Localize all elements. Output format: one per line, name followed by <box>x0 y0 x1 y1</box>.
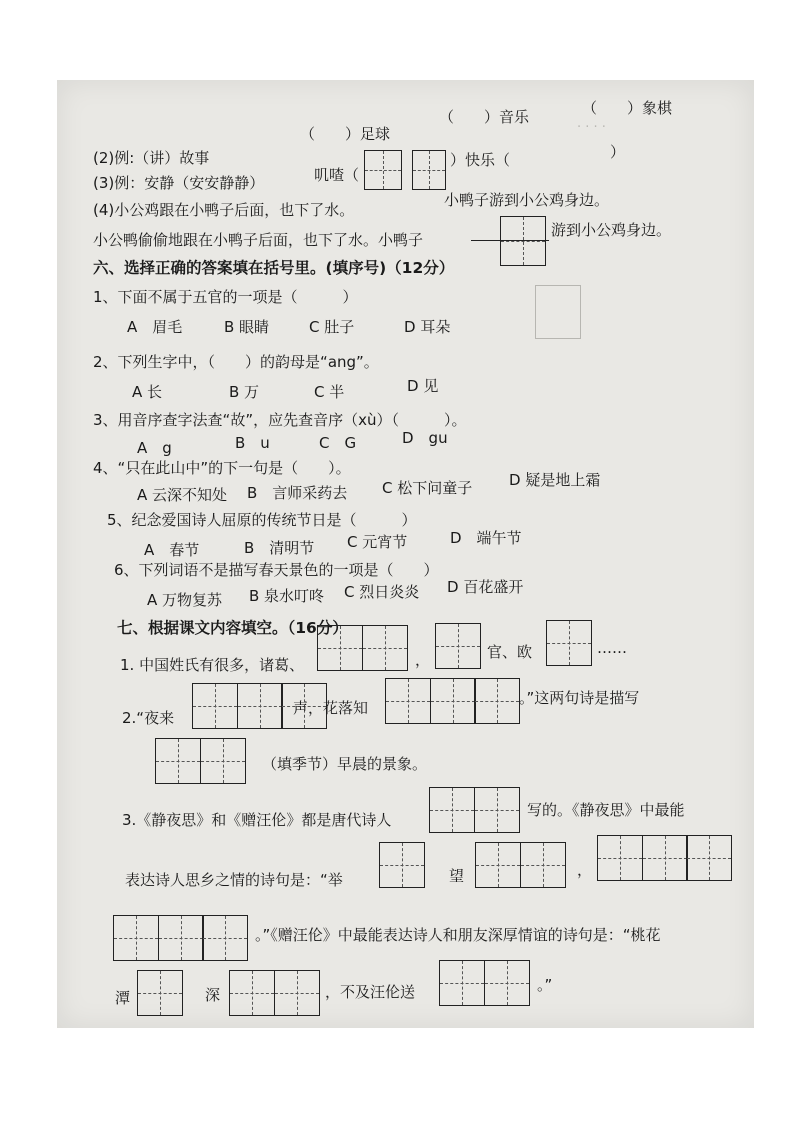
q5-4-line2-right: 游到小公鸡身边。 <box>551 221 672 239</box>
s6-q1-opt-b: B 眼睛 <box>224 318 270 336</box>
s7-q2-box-5[interactable] <box>430 678 476 724</box>
s6-q1-opt-a: A 眉毛 <box>127 318 183 336</box>
s6-q2-opt-a: A 长 <box>132 383 163 401</box>
s7-q3-box-1[interactable] <box>429 787 475 833</box>
s6-q6-opt-c: C 烈日炎炎 <box>344 583 420 601</box>
s7-q3-text-g: 潭 <box>115 989 131 1007</box>
s7-q2-text-c: 。”这两句诗是描写 <box>519 689 640 707</box>
s7-q3-box-group-3[interactable] <box>475 842 566 888</box>
q5-2-blank-happy: ）快乐（ <box>450 151 511 169</box>
top-blank-chess: （ ）象棋 <box>582 99 673 117</box>
s6-q2-opt-b: B 万 <box>229 383 260 401</box>
s6-q3-opt-a: A g <box>137 439 172 457</box>
s7-q1-box-2[interactable] <box>362 625 408 671</box>
s7-q3-box-12[interactable] <box>137 970 183 1016</box>
q5-3-word: 叽喳（ <box>314 166 360 184</box>
s7-q2-text-d: （填季节）早晨的景象。 <box>262 755 428 773</box>
s6-q1-opt-c: C 肚子 <box>309 318 355 336</box>
s7-q3-text-j: 。” <box>537 976 553 994</box>
bleed-box <box>535 285 581 339</box>
s7-q3-text-i: ，不及汪伦送 <box>325 983 416 1001</box>
s7-q3-box-15[interactable] <box>439 960 485 1006</box>
q5-2-label: (2)例:（讲）故事 <box>93 149 210 167</box>
s6-q5-opt-a: A 春节 <box>144 541 200 559</box>
s6-q5-opt-b: B 清明节 <box>244 539 315 557</box>
q5-4-line1: (4)小公鸡跟在小鸭子后面，也下了水。 <box>93 201 355 219</box>
s7-q2-box-1[interactable] <box>192 683 238 729</box>
s7-q3-box-group-8[interactable] <box>439 960 530 1006</box>
s7-q1-box-group-3[interactable] <box>546 620 592 666</box>
s7-q3-box-14[interactable] <box>274 970 320 1016</box>
s6-q3-stem: 3、用音序查字法查“故”，应先查音序（xù）（ ）。 <box>93 411 467 429</box>
s7-q1-box-group-2[interactable] <box>435 623 481 669</box>
section7-heading: 七、根据课文内容填空。（16分） <box>117 619 348 637</box>
s6-q4-opt-b: B 言师采药去 <box>247 484 348 502</box>
s6-q6-opt-a: A 万物复苏 <box>147 591 223 609</box>
s7-q3-box-group-5[interactable] <box>113 915 248 961</box>
s7-q3-box-3[interactable] <box>379 842 425 888</box>
s7-q2-box-group-2[interactable] <box>385 678 520 724</box>
s7-q3-text-a: 3.《静夜思》和《赠汪伦》都是唐代诗人 <box>122 811 392 829</box>
q5-4-box[interactable] <box>500 216 546 266</box>
q5-4-line2: 小公鸭偷偷地跟在小鸭子后面，也下了水。小鸭子 <box>93 231 424 249</box>
s6-q1-opt-d: D 耳朵 <box>404 318 451 336</box>
s7-q3-box-group-7[interactable] <box>229 970 320 1016</box>
s6-q5-opt-c: C 元宵节 <box>347 533 408 551</box>
s7-q3-text-c: 表达诗人思乡之情的诗句是：“举 <box>125 871 343 889</box>
s7-q3-box-2[interactable] <box>474 787 520 833</box>
s7-q3-box-11[interactable] <box>202 915 248 961</box>
s7-q3-text-f: 。”《赠汪伦》中最能表达诗人和朋友深厚情谊的诗句是：“桃花 <box>255 926 661 944</box>
s7-q1-ellipsis: …… <box>597 639 627 657</box>
s7-q1-box-1[interactable] <box>317 625 363 671</box>
s7-q3-text-e: ， <box>577 861 593 879</box>
s7-q2-text-a: 2.“夜来 <box>122 709 175 727</box>
s7-q3-box-8[interactable] <box>686 835 732 881</box>
s7-q1-box-group-1[interactable] <box>317 625 408 671</box>
s7-q2-box-8[interactable] <box>200 738 246 784</box>
s6-q2-opt-d: D 见 <box>407 377 439 395</box>
s6-q3-opt-c: C G <box>319 434 357 452</box>
q5-2-blank-close: ） <box>610 143 626 161</box>
s7-q3-box-6[interactable] <box>597 835 643 881</box>
exam-sheet <box>57 80 754 1028</box>
s6-q6-opt-b: B 泉水叮咚 <box>249 587 325 605</box>
s7-q3-box-4[interactable] <box>475 842 521 888</box>
s7-q3-box-10[interactable] <box>158 915 204 961</box>
s7-q3-box-5[interactable] <box>520 842 566 888</box>
s6-q6-opt-d: D 百花盛开 <box>447 578 524 596</box>
s6-q2-stem: 2、下列生字中，（ ）的韵母是“ang”。 <box>93 353 379 371</box>
bleed-through-text: · · · · <box>577 120 606 135</box>
s7-q1-comma: ， <box>415 651 431 669</box>
s7-q3-box-16[interactable] <box>484 960 530 1006</box>
s7-q1-box-4[interactable] <box>546 620 592 666</box>
s6-q5-opt-d: D 端午节 <box>450 529 522 547</box>
s6-q2-opt-c: C 半 <box>314 383 345 401</box>
s6-q4-opt-a: A 云深不知处 <box>137 486 228 504</box>
q5-3-box-2[interactable] <box>412 150 446 190</box>
s7-q1-text-b: 官、欧 <box>487 643 533 661</box>
q5-4-line1-right: 小鸭子游到小公鸡身边。 <box>444 191 610 209</box>
s6-q4-stem: 4、“只在此山中”的下一句是（ ）。 <box>93 459 351 477</box>
top-blank-music: （ ）音乐 <box>439 108 530 126</box>
s7-q3-box-13[interactable] <box>229 970 275 1016</box>
s7-q3-box-7[interactable] <box>642 835 688 881</box>
s7-q2-box-2[interactable] <box>237 683 283 729</box>
s6-q6-stem: 6、下列词语不是描写春天景色的一项是（ ） <box>114 561 439 579</box>
s7-q3-box-group-4[interactable] <box>597 835 732 881</box>
s7-q2-box-group-3[interactable] <box>155 738 246 784</box>
s7-q3-text-b: 写的。《静夜思》中最能 <box>527 801 685 819</box>
s7-q1-box-3[interactable] <box>435 623 481 669</box>
s7-q2-box-6[interactable] <box>474 678 520 724</box>
s7-q3-box-group-1[interactable] <box>429 787 520 833</box>
s7-q2-box-7[interactable] <box>155 738 201 784</box>
s6-q5-stem: 5、纪念爱国诗人屈原的传统节日是（ ） <box>107 511 417 529</box>
q5-3-box-1[interactable] <box>364 150 402 190</box>
s7-q2-text-b: 声，花落知 <box>293 699 369 717</box>
s6-q1-stem: 1、下面不属于五官的一项是（ ） <box>93 288 358 306</box>
section6-heading: 六、选择正确的答案填在括号里。(填序号)（12分） <box>93 259 455 277</box>
s7-q3-box-group-6[interactable] <box>137 970 183 1016</box>
s7-q2-box-4[interactable] <box>385 678 431 724</box>
s7-q3-box-group-2[interactable] <box>379 842 425 888</box>
s7-q3-text-h: 深 <box>205 986 221 1004</box>
q5-3-label: (3)例：安静（安安静静） <box>93 174 265 192</box>
s6-q3-opt-b: B u <box>235 434 270 452</box>
s7-q3-text-d: 望 <box>449 867 465 885</box>
q5-2-blank-football: （ ）足球 <box>300 125 391 143</box>
s6-q4-opt-c: C 松下问童子 <box>382 479 473 497</box>
s7-q3-box-9[interactable] <box>113 915 159 961</box>
s6-q4-opt-d: D 疑是地上霜 <box>509 471 601 489</box>
s6-q3-opt-d: D gu <box>402 429 448 447</box>
s7-q1-text-a: 1. 中国姓氏有很多，诸葛、 <box>120 656 305 674</box>
